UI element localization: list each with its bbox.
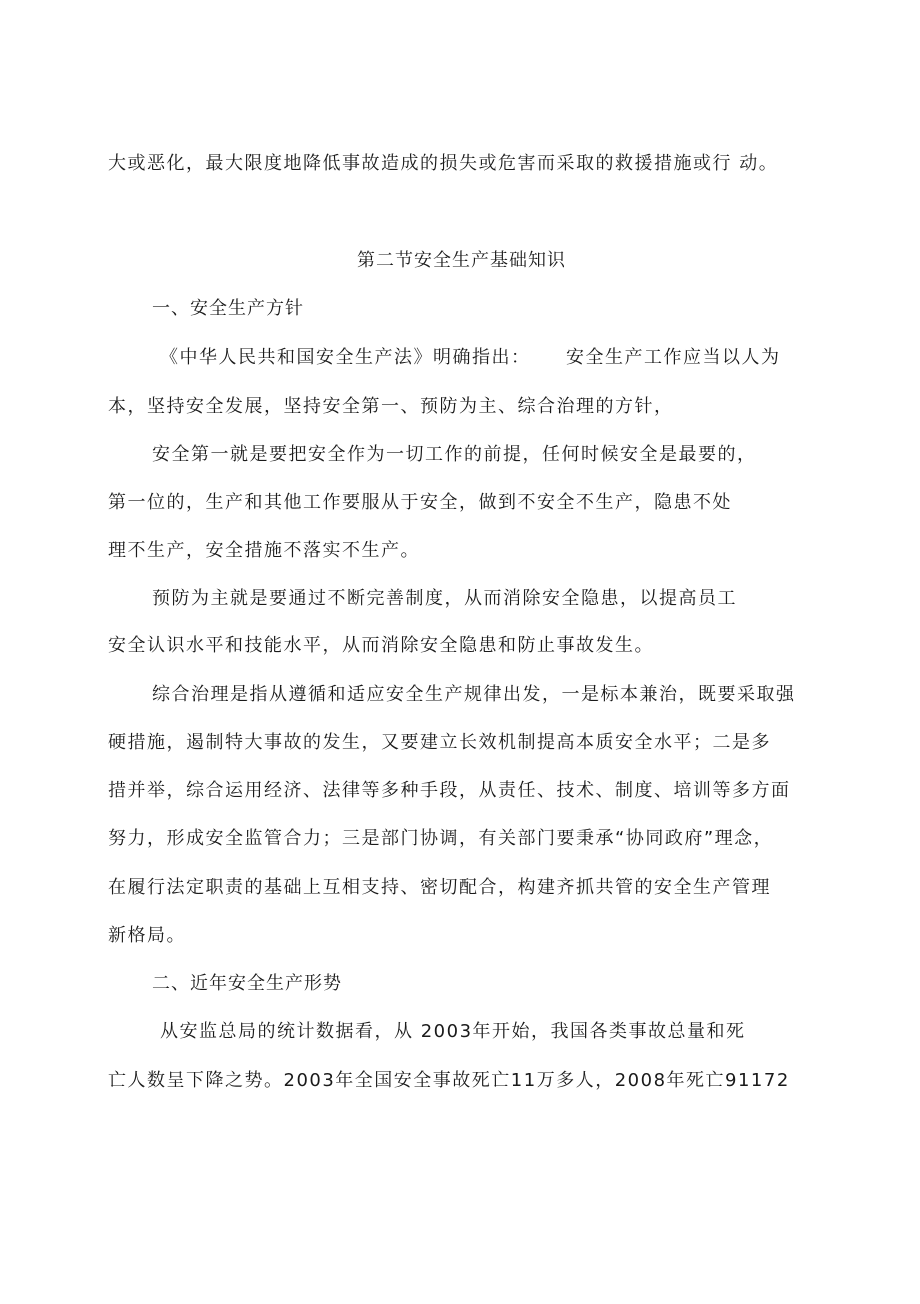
paragraph-line: 第一位的，生产和其他工作要服从于安全，做到不安全不生产，隐患不处 [108, 492, 732, 513]
paragraph-line: 从安监总局的统计数据看，从 2003年开始，我国各类事故总量和死 [160, 1021, 746, 1042]
paragraph-line: 《中华人民共和国安全生产法》明确指出： [160, 347, 531, 368]
paragraph-line: 安全生产工作应当以人为 [566, 347, 781, 368]
paragraph-line: 理不生产，安全措施不落实不生产。 [108, 540, 420, 561]
paragraph-line: 本，坚持安全发展，坚持安全第一、预防为主、综合治理的方针， [108, 396, 674, 417]
subsection-heading: 二、近年安全生产形势 [152, 973, 342, 994]
paragraph-line: 措并举，综合运用经济、法律等多种手段，从责任、技术、制度、培训等多方面 [108, 780, 791, 801]
paragraph-line: 新格局。 [108, 925, 186, 946]
paragraph-line: 努力，形成安全监管合力；三是部门协调，有关部门要秉承“协同政府”理念， [108, 828, 774, 849]
subsection-heading: 一、安全生产方针 [152, 298, 304, 319]
paragraph-line: 亡人数呈下降之势。2003年全国安全事故死亡11万多人，2008年死亡91172 [108, 1070, 790, 1091]
paragraph-line: 大或恶化，最大限度地降低事故造成的损失或危害而采取的救援措施或行 动。 [108, 153, 779, 174]
paragraph-line: 硬措施，遏制特大事故的发生，又要建立长效机制提高本质安全水平；二是多 [108, 732, 771, 753]
paragraph-line: 安全认识水平和技能水平，从而消除安全隐患和防止事故发生。 [108, 635, 654, 656]
section-title: 第二节安全生产基础知识 [357, 250, 566, 271]
paragraph-line: 预防为主就是要通过不断完善制度，从而消除安全隐患，以提高员工 [152, 588, 737, 609]
paragraph-line: 在履行法定职责的基础上互相支持、密切配合，构建齐抓共管的安全生产管理 [108, 877, 771, 898]
paragraph-line: 安全第一就是要把安全作为一切工作的前提，任何时候安全是最要的， [152, 444, 757, 465]
paragraph-line: 综合治理是指从遵循和适应安全生产规律出发，一是标本兼治，既要采取强 [152, 684, 796, 705]
